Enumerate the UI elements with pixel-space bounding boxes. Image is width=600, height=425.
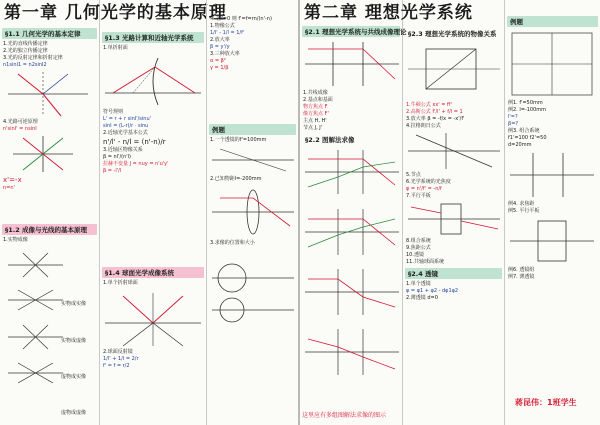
note-line: 节点 J, J': [303, 125, 323, 131]
note-line: 4.光路可逆原理: [3, 119, 38, 125]
note-line: L' = r + r sinI'/sinu': [103, 116, 152, 122]
note-line: 2.近轴光学基本公式: [103, 130, 148, 136]
section-header-examples: 例题: [209, 124, 296, 135]
column-6: [505, 0, 600, 425]
note-line: φ = n'/f' = -n/f: [406, 186, 442, 192]
note-line: 2.放大率: [210, 37, 230, 43]
imaging-diagrams: [3, 245, 95, 395]
lens-example-diagram: [210, 184, 296, 239]
example-line: 例6. 透镜组: [508, 267, 535, 273]
example-line: 3.求像的位置和大小: [210, 240, 255, 246]
example-line: 例5. 平行平板: [508, 208, 540, 214]
note-line: φ = φ1 + φ2 - dφ1φ2: [406, 288, 459, 294]
note-line: 2.光的独立传播定律: [3, 48, 48, 54]
note-line: 虚物成虚像: [61, 410, 87, 416]
note-line: α = β²: [210, 58, 226, 64]
note-line: 2.球面反射镜: [103, 349, 133, 355]
refraction-diagram: [3, 70, 93, 118]
note-line: 1.物像公式: [210, 23, 235, 29]
note-line: 3.放大率 β = -f/x = -x'/f': [406, 116, 465, 122]
note-line: 3.三种放大率: [210, 51, 240, 57]
note-line: 3.光的反射定律和折射定律: [3, 55, 63, 61]
example-line: 例2. l=-100mm: [508, 107, 547, 113]
example-line: 1.一个透镜的f'=100mm: [210, 137, 267, 143]
note-line: γ = 1/β: [210, 65, 229, 71]
section-header-2-3: §2.3 理想光学系统的物像关系: [408, 30, 497, 38]
note-line: 1.牛顿公式 xx' = ff': [406, 102, 452, 108]
note-line: 5.节点: [406, 172, 421, 178]
note-line: β = nl'/(n'l): [103, 154, 132, 160]
example-line: 例4. 求焦距: [508, 201, 535, 207]
note-line: n'sinI' = nsinI: [3, 126, 37, 132]
example-line: d=20mm: [508, 142, 532, 148]
example-line: l'=?: [508, 114, 518, 120]
parallel-plate-diagram: [406, 201, 502, 237]
section-header-2-1: §2.1 理想光学系统与共线成像理论: [302, 26, 400, 37]
red-note: x'=-x: [3, 176, 22, 184]
note-line: 1.单折射面: [103, 45, 128, 51]
note-line: 10.透镜: [406, 252, 424, 258]
note-line: 3.近轴区物像关系: [103, 147, 143, 153]
graphical-method-diagrams: [303, 147, 401, 397]
note-line: sinI = (L-r)/r · sinu: [103, 123, 149, 129]
note-line: 1.单个透镜: [406, 281, 431, 287]
section-header-2-4: §2.4 透镜: [405, 268, 502, 279]
note-line: 虚物成实像: [61, 374, 87, 380]
section-header-1-2: §1.2 成像与光线的基本原理: [2, 224, 97, 235]
footer-note: 这里应有多组图解法求像的图示: [302, 412, 387, 419]
note-line: β = y'/y: [210, 44, 230, 50]
section-header-examples-2: 例题: [507, 16, 598, 27]
note-line: 9.焦距公式: [406, 245, 431, 251]
note-line: 1.共线成像: [303, 90, 328, 96]
combo-system-diagram: [508, 150, 596, 200]
example-line: f1'=100 f2'=50: [508, 135, 547, 141]
section-header-2-2: §2.2 图解法求像: [305, 136, 355, 144]
section-header-1-1: §1.1 几何光学的基本定律: [2, 28, 97, 39]
prism-diagram: [406, 41, 502, 101]
example-line: 例3. 组合系统: [508, 128, 540, 134]
note-line: 1.光的直线传播定律: [3, 41, 48, 47]
note-line: 像方焦点 F': [303, 111, 329, 117]
note-line: f' = f = r/2: [103, 363, 130, 369]
red-note: n=n': [3, 185, 15, 191]
note-line: 6.光学系统的光焦度: [406, 179, 451, 185]
plate-example-diagram: [508, 216, 596, 266]
example-line: β=?: [508, 121, 519, 127]
note-line: n'/l' - n/l = (n'-n)/r: [103, 138, 166, 146]
chapter-1-title: 第一章 几何光学的基本原理: [4, 3, 227, 23]
spherical-surface-diagram: [103, 53, 203, 108]
column-2: [100, 0, 207, 425]
note-line: 符号规则: [103, 109, 124, 115]
note-line: 2.高斯公式 f'/l' + f/l = 1: [406, 109, 463, 115]
note-line: 11.共轴球面系统: [406, 259, 444, 265]
note-line: 2.薄透镜 d=0: [406, 295, 438, 301]
note-line: 1/l' - 1/l = 1/f': [210, 30, 245, 36]
example-grid-diagram: [508, 29, 596, 99]
note-line: ④ 若f=0 则 f'=f=rn/(n'-n): [210, 16, 272, 22]
spherical-mirror-diagram: [103, 288, 203, 348]
note-line: 4.拉格朗日公式: [406, 123, 441, 129]
chapter-2-title: 第二章 理想光学系统: [304, 3, 473, 23]
note-line: 1.单个折射球面: [103, 280, 138, 286]
note-line: 主点 H, H': [303, 118, 327, 124]
example-line: 例7. 薄透镜: [508, 274, 535, 280]
circle-lens-diagram: [210, 248, 296, 328]
nodal-diagram: [406, 131, 502, 171]
note-line: 8.组合系统: [406, 238, 431, 244]
note-line: 1/l' + 1/l = 2/r: [103, 356, 139, 362]
note-line: 物方焦点 F: [303, 104, 328, 110]
signature: 蒋昆伟：1班学生: [515, 398, 577, 407]
note-line: n1sinI1 = n2sinI2: [3, 62, 47, 68]
section-header-1-3: §1.3 光路计算和近轴光学系统: [102, 32, 204, 43]
red-note: β = -l'/l: [103, 168, 122, 174]
example-line: 例1. f'=50mm: [508, 100, 543, 106]
example-line: 2.已知物距l=-200mm: [210, 176, 262, 182]
example-diagram: [210, 145, 296, 175]
note-line: 实物成实像: [61, 301, 87, 307]
column-3: [207, 0, 300, 425]
column-5: [403, 0, 505, 425]
lens-system-diagram: [303, 39, 401, 89]
cross-diagram: [3, 134, 93, 174]
note-line: 实物成虚像: [61, 338, 87, 344]
section-header-1-4: §1.4 球面光学成像系统: [102, 267, 204, 278]
note-line: 1.实物成像: [3, 237, 28, 243]
note-line: 2.基点和基面: [303, 97, 333, 103]
note-line: 7.平行平板: [406, 193, 431, 199]
red-note: 拉赫不变量 J = nuy = n'u'y': [103, 161, 169, 167]
